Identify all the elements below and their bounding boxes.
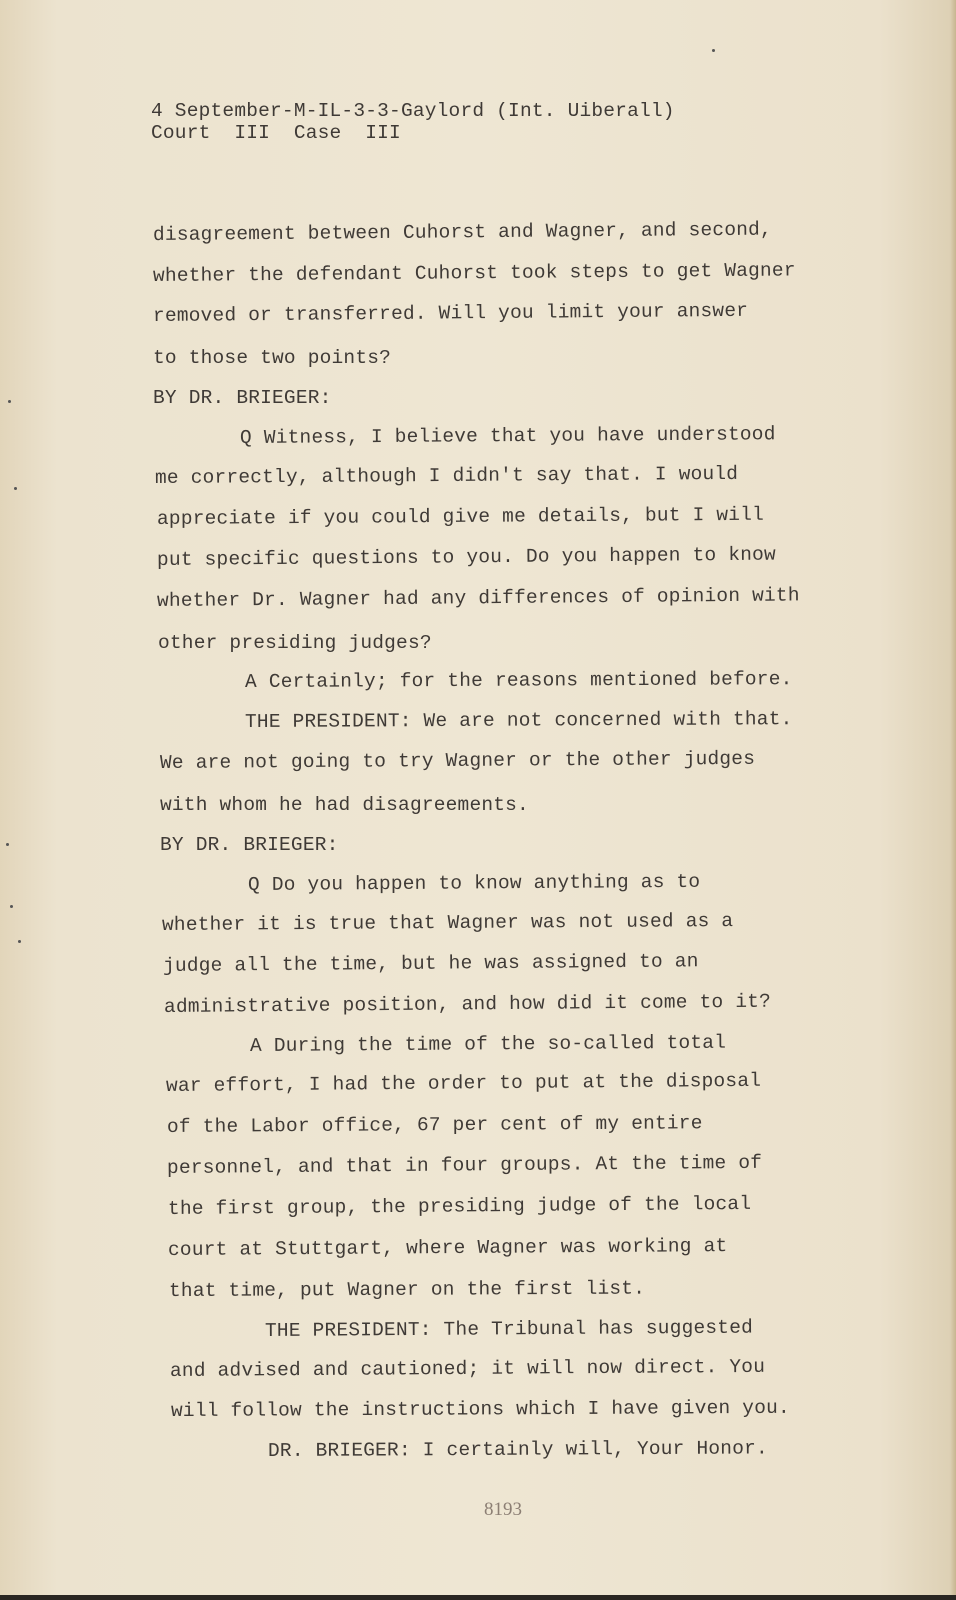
paper-speck <box>14 487 17 490</box>
body-line-7: me correctly, although I didn't say that. I would <box>154 462 739 489</box>
body-line-3: removed or transferred. Will you limit your answer <box>152 299 749 327</box>
body-line-4: to those two points? <box>153 347 392 369</box>
body-line-24: personnel, and that in four groups. At the time of <box>166 1151 763 1179</box>
body-line-1: disagreement between Cuhorst and Wagner, and second, <box>152 218 772 246</box>
body-line-11: other presiding judges? <box>158 632 432 654</box>
body-line-26: court at Stuttgart, where Wagner was working at <box>167 1235 728 1261</box>
body-line-12: A Certainly; for the reasons mentioned before. <box>244 668 793 693</box>
body-line-22: war effort, I had the order to put at the disposal <box>165 1069 762 1097</box>
body-line-21: A During the time of the so-called total <box>249 1031 727 1057</box>
paper-edge-right <box>950 0 956 1600</box>
body-line-27: that time, put Wagner on the first list. <box>168 1277 646 1302</box>
paper-speck <box>6 843 9 846</box>
speaker-heading-1: BY DR. BRIEGER: <box>153 387 332 409</box>
body-line-30: will follow the instructions which I have given you. <box>170 1396 790 1422</box>
paper-speck <box>18 940 21 943</box>
body-line-25: the first group, the presiding judge of the local <box>167 1192 752 1220</box>
header-session-line: 4 September-M-IL-3-3-Gaylord (Int. Uiberall) <box>151 100 675 122</box>
body-line-29: and advised and cautioned; it will now direct. You <box>169 1355 766 1382</box>
body-line-18: whether it is true that Wagner was not used as a <box>161 910 734 936</box>
body-line-14: We are not going to try Wagner or the other judges <box>159 747 756 774</box>
body-line-9: put specific questions to you. Do you happen to know <box>156 543 776 571</box>
paper-speck <box>712 49 715 52</box>
paper-edge-bottom <box>0 1595 956 1600</box>
body-line-23: of the Labor office, 67 per cent of my entire <box>166 1112 703 1138</box>
body-line-15: with whom he had disagreements. <box>160 794 529 816</box>
header-court-line: Court III Case III <box>151 122 401 144</box>
body-line-2: whether the defendant Cuhorst took steps to get Wagner <box>152 259 796 287</box>
body-line-8: appreciate if you could give me details, but I will <box>156 503 765 530</box>
paper-speck <box>10 905 13 908</box>
body-line-20: administrative position, and how did it come to it? <box>163 990 772 1018</box>
body-line-17: Q Do you happen to know anything as to <box>247 870 701 896</box>
speaker-heading-2: BY DR. BRIEGER: <box>160 834 339 856</box>
document-header <box>151 100 675 144</box>
page-number: 8193 <box>484 1499 522 1520</box>
body-line-19: judge all the time, but he was assigned to an <box>162 950 699 977</box>
paper-speck <box>8 400 11 403</box>
body-line-10: whether Dr. Wagner had any differences of opinion with <box>156 584 800 612</box>
body-line-31: DR. BRIEGER: I certainly will, Your Honor. <box>267 1437 768 1462</box>
body-line-13: THE PRESIDENT: We are not concerned with that. <box>244 708 793 733</box>
body-line-6: Q Witness, I believe that you have understood <box>239 423 776 449</box>
body-line-28: THE PRESIDENT: The Tribunal has suggested <box>264 1316 754 1342</box>
